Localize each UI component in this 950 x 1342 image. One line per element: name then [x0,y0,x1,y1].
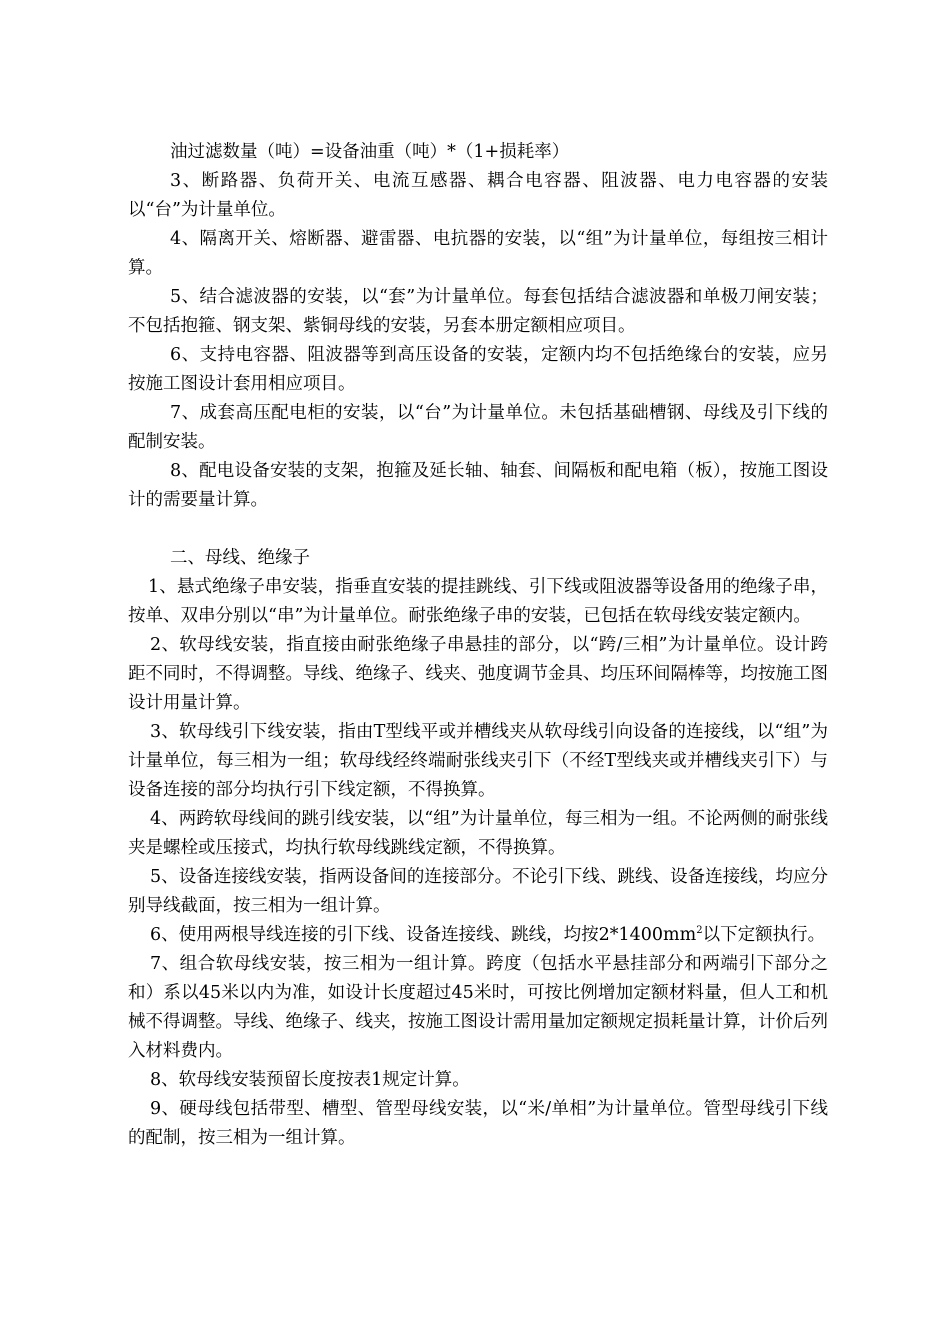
busbar-item-6-tail: 以下定额执行。 [702,925,826,945]
paragraph-item-6: 6、支持电容器、阻波器等到高压设备的安装，定额内均不包括绝缘台的安装，应另按施工图设计套用相应项目。 [128,345,828,394]
busbar-item-3: 3、软母线引下线安装，指由T型线平或并槽线夹从软母线引向设备的连接线，以“组”为计量单位，每三相为一组；软母线经终端耐张线夹引下（不经T型线夹或并槽线夹引下）与设备连接的部分均执行引下线定额，不得换算。 [128,722,828,800]
busbar-item-5: 5、设备连接线安装，指两设备间的连接部分。不论引下线、跳线、设备连接线，均应分别导线截面，按三相为一组计算。 [128,867,828,916]
document-page [128,138,828,1153]
paragraph-item-3: 3、断路器、负荷开关、电流互感器、耦合电容器、阻波器、电力电容器的安装以“台”为计量单位。 [128,171,828,220]
paragraph-item-4: 4、隔离开关、熔断器、避雷器、电抗器的安装，以“组”为计量单位，每组按三相计算。 [128,229,828,278]
section-spacer [128,515,828,544]
busbar-item-6 [128,921,828,950]
paragraph-item-7: 7、成套高压配电柜的安装，以“台”为计量单位。未包括基础槽钢、母线及引下线的配制安装。 [128,403,828,452]
busbar-item-1: 1、悬式绝缘子串安装，指垂直安装的提挂跳线、引下线或阻波器等设备用的绝缘子串，按单、双串分别以“串”为计量单位。耐张绝缘子串的安装，已包括在软母线安装定额内。 [128,577,828,626]
busbar-item-9: 9、硬母线包括带型、槽型、管型母线安装，以“米/单相”为计量单位。管型母线引下线的配制，按三相为一组计算。 [128,1099,828,1148]
busbar-item-7: 7、组合软母线安装，按三相为一组计算。跨度（包括水平悬挂部分和两端引下部分之和）系以45米以内为准，如设计长度超过45米时，可按比例增加定额材料量，但人工和机械不得调整。导线、绝缘子、线夹，按施工图设计需用量加定额规定损耗量计算，计价后列入材料费内。 [128,954,828,1061]
superscript-2: 2 [696,925,703,937]
busbar-item-6-text: 6、使用两根导线连接的引下线、设备连接线、跳线，均按2*1400mm [150,925,697,945]
busbar-item-4: 4、两跨软母线间的跳引线安装，以“组”为计量单位，每三相为一组。不论两侧的耐张线夹是螺栓或压接式，均执行软母线跳线定额，不得换算。 [128,809,828,858]
section-heading: 二、母线、绝缘子 [170,548,310,568]
paragraph-item-5: 5、结合滤波器的安装，以“套”为计量单位。每套包括结合滤波器和单极刀闸安装；不包括抱箍、钢支架、紫铜母线的安装，另套本册定额相应项目。 [128,287,828,336]
paragraph-item-8: 8、配电设备安装的支架，抱箍及延长轴、轴套、间隔板和配电箱（板），按施工图设计的需要量计算。 [128,461,828,510]
busbar-item-2: 2、软母线安装，指直接由耐张绝缘子串悬挂的部分，以“跨/三相”为计量单位。设计跨距不同时，不得调整。导线、绝缘子、线夹、弛度调节金具、均压环间隔棒等，均按施工图设计用量计算。 [128,635,828,713]
oil-filter-formula: 油过滤数量（吨）=设备油重（吨）*（1+损耗率） [170,142,570,162]
busbar-item-8: 8、软母线安装预留长度按表1规定计算。 [150,1070,470,1090]
